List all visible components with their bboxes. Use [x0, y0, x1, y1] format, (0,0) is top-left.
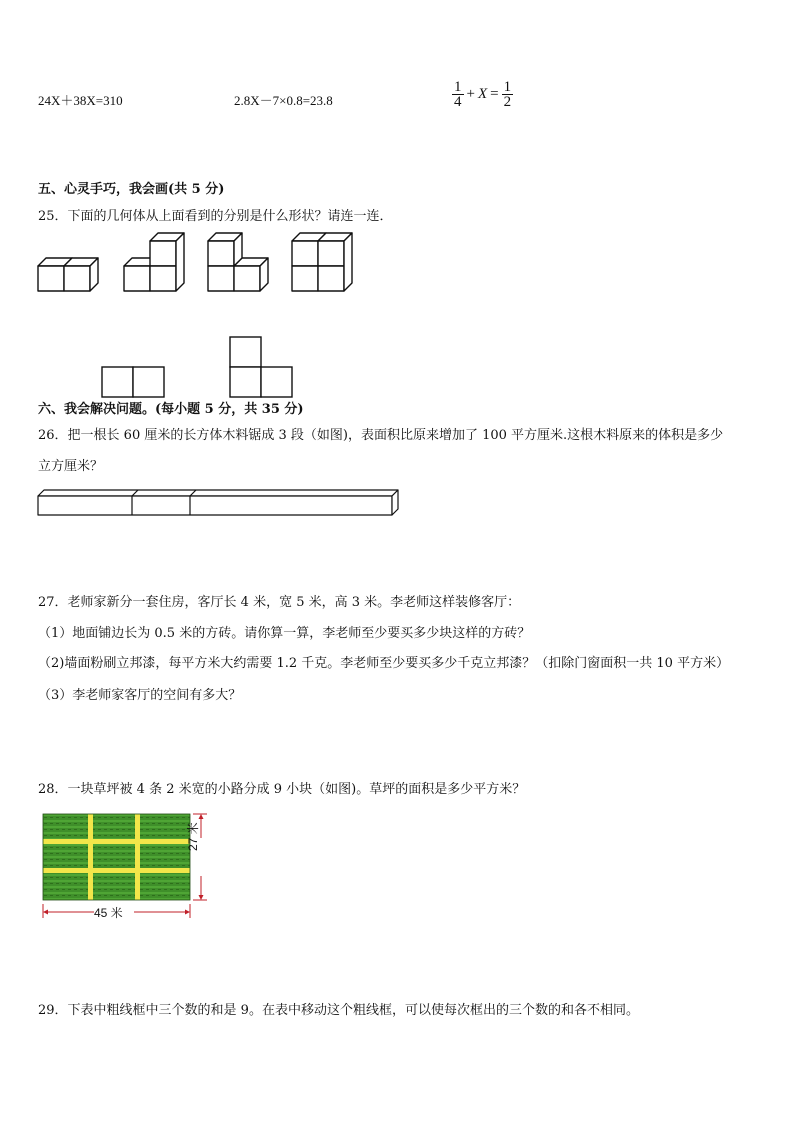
- lawn: [43, 814, 190, 900]
- fraction-one-quarter: $\frac{1}{4}$: [454, 79, 462, 110]
- wood-beam-figure: [36, 487, 402, 519]
- question-27-part-2: （2)墙面粉刷立邦漆，每平方米大约需要 1.2 千克。李老师至少要买多少千克立邦漆？（扣除门窗面积一共 10 平方米）: [38, 656, 730, 671]
- cube-figure-2: [124, 233, 184, 291]
- equation-3: $\frac{1}{4}$ + X = $\frac{1}{2}$: [454, 79, 512, 110]
- question-28: 28．一块草坪被 4 条 2 米宽的小路分成 9 小块（如图)。草坪的面积是多少平方米？: [38, 782, 526, 797]
- cube-figure-3: [208, 233, 268, 291]
- top-view-shapes: [100, 336, 300, 400]
- section-5-title: 五、心灵手巧，我会画(共 5 分): [38, 182, 225, 197]
- height-label: 27 米: [186, 822, 200, 851]
- cube-figures: [36, 230, 356, 296]
- top-view-two-squares: [102, 367, 164, 397]
- equation-1: 24X＋38X=310: [38, 93, 123, 108]
- top-view-l-shape: [230, 337, 292, 397]
- width-label: 45 米: [94, 906, 123, 920]
- cube-figure-4: [292, 233, 352, 291]
- section-6-title: 六、我会解决问题。(每小题 5 分，共 35 分): [38, 402, 304, 417]
- question-25: 25．下面的几何体从上面看到的分别是什么形状？请连一连．: [38, 209, 393, 224]
- equation-2: 2.8X－7×0.8=23.8: [234, 93, 333, 108]
- question-29: 29．下表中粗线框中三个数的和是 9。在表中移动这个粗线框，可以使每次框出的三个数的和各不相同。: [38, 1003, 639, 1018]
- question-26-line-1: 26．把一根长 60 厘米的长方体木料锯成 3 段（如图)，表面积比原来增加了 100 平方厘米.这根木料原来的体积是多少: [38, 428, 724, 443]
- fraction-one-half: $\frac{1}{2}$: [503, 79, 512, 110]
- question-26-line-2: 立方厘米？: [38, 459, 104, 474]
- question-27-part-1: （1）地面铺边长为 0.5 米的方砖。请你算一算，李老师至少要买多少块这样的方砖？: [38, 626, 531, 641]
- cube-figure-1: [38, 258, 98, 291]
- question-27-part-3: （3）李老师家客厅的空间有多大？: [38, 688, 242, 703]
- question-27-intro: 27．老师家新分一套住房，客厅长 4 米，宽 5 米，高 3 米。李老师这样装修客厅：: [38, 595, 521, 610]
